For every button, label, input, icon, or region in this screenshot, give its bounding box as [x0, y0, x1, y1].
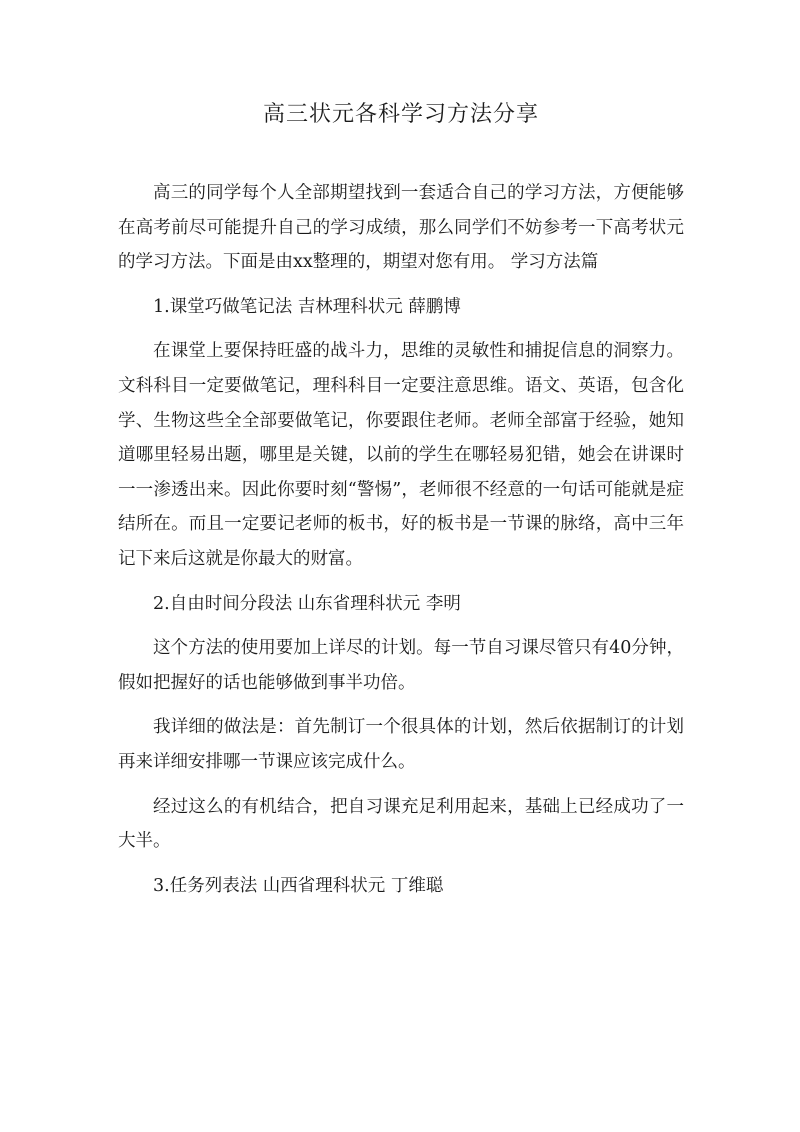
section-heading-2: 2.自由时间分段法 山东省理科状元 李明: [153, 593, 461, 614]
section-1-paragraph-1: 在课堂上要保持旺盛的战斗力，思维的灵敏性和捕捉信息的洞察力。文科科目一定要做笔记，理科科目一定要注意思维。语文、英语，包含化学、生物这些全全部要做笔记，你要跟住老师。老师全部富于经验，她知道哪里轻易出题，哪里是关键，以前的学生在哪轻易犯错，她会在讲课时一一渗透出来。因此你要时刻“警惕”，老师很不经意的一句话可能就是症结所在。而且一定要记老师的板书，好的板书是一节课的脉络，高中三年记下来后这就是你最大的财富。: [118, 341, 684, 569]
section-2-paragraph-1: 这个方法的使用要加上详尽的计划。每一节自习课尽管只有40分钟，假如把握好的话也能够做到事半功倍。: [118, 638, 684, 693]
section-2-paragraph-3: 经过这么的有机结合，把自习课充足利用起来，基础上已经成功了一大半。: [118, 796, 684, 852]
section-heading-1: 1.课堂巧做笔记法 吉林理科状元 薛鹏博: [153, 296, 461, 317]
document-title: 高三状元各科学习方法分享: [262, 102, 539, 127]
intro-paragraph: 高三的同学每个人全部期望找到一套适合自己的学习方法，方便能够在高考前尽可能提升自己的学习成绩，那么同学们不妨参考一下高考状元的学习方法。下面是由xx整理的，期望对您有用。 学习方法篇: [118, 183, 684, 273]
section-2-paragraph-2: 我详细的做法是：首先制订一个很具体的计划，然后依据制订的计划再来详细安排哪一节课应该完成什么。: [118, 717, 684, 772]
section-heading-3: 3.任务列表法 山西省理科状元 丁维聪: [153, 875, 444, 896]
document-page: [118, 100, 684, 913]
